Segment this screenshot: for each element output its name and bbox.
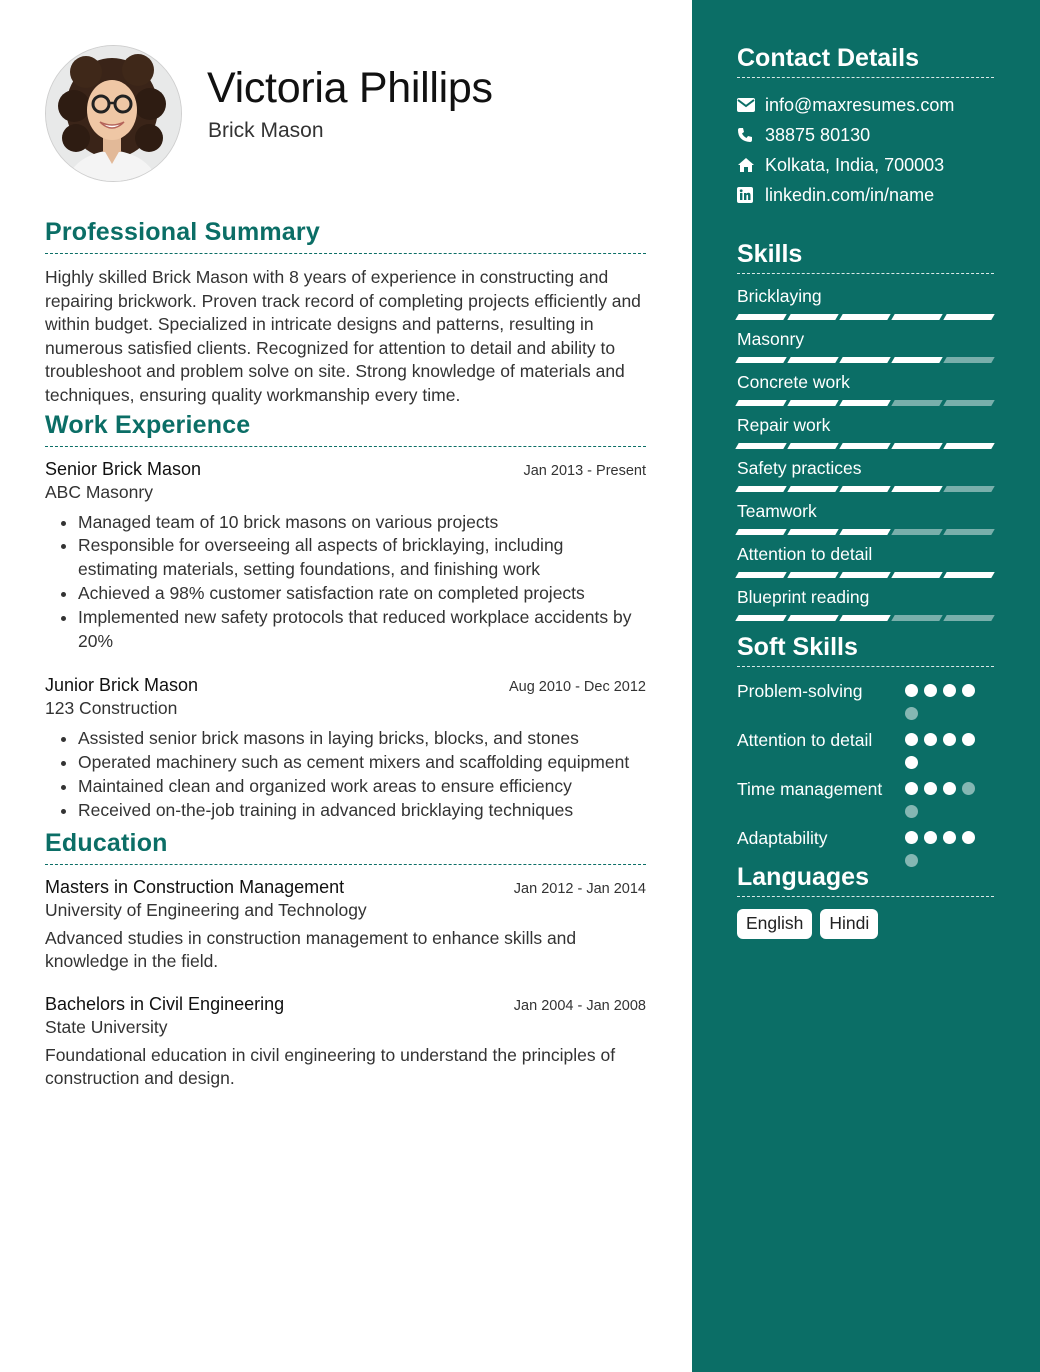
rating-dot — [905, 805, 918, 818]
rating-dot — [905, 733, 918, 746]
school-name: University of Engineering and Technology — [45, 899, 367, 920]
contact-linkedin[interactable] — [737, 180, 994, 210]
candidate-name: Victoria Phillips — [207, 64, 493, 112]
skill-level-segment — [943, 357, 994, 363]
soft-skill-rating — [905, 728, 985, 769]
job-date: Jan 2013 - Present — [523, 462, 646, 479]
skill-level-segment — [735, 314, 786, 320]
rating-dot — [962, 782, 975, 795]
skill-level-segment — [839, 529, 890, 535]
rating-dot — [905, 854, 918, 867]
main-content — [45, 218, 646, 1105]
rating-dot — [924, 684, 937, 697]
skill-level-segment — [891, 443, 942, 449]
education-entry — [45, 994, 646, 1091]
skill-name: Blueprint reading — [737, 587, 870, 607]
skill-level-segment — [787, 357, 838, 363]
skill-level-segment — [943, 486, 994, 492]
rating-dot — [943, 684, 956, 697]
skill-name: Repair work — [737, 415, 831, 435]
address-text: Kolkata, India, 700003 — [765, 154, 945, 175]
skill-level-segment — [891, 486, 942, 492]
contact-heading: Contact Details — [737, 44, 994, 78]
job-title: Brick Mason — [208, 119, 324, 142]
job-bullet: • Operated machinery such as cement mixers and scaffolding equipment — [78, 751, 646, 775]
rating-dot — [905, 756, 918, 769]
contact-phone[interactable] — [737, 120, 994, 150]
summary-text: Highly skilled Brick Mason with 8 years of experience in constructing and repairing brickwork. Proven track record of completing projects efficiently and within budget. Specialized in intricate designs and patterns, resulting in numerous satisfied clients. Recognized for attention to detail and ability to troubleshoot and problem solve on site. Strong knowledge of materials and techniques, ensuring quality workmanship every time. — [45, 267, 641, 405]
soft-skill-item — [737, 777, 994, 818]
rating-dot — [962, 733, 975, 746]
skill-level-segment — [735, 400, 786, 406]
skill-level-bar — [737, 486, 994, 492]
skill-level-segment — [839, 486, 890, 492]
skill-name: Masonry — [737, 329, 805, 349]
job-bullet: • Achieved a 98% customer satisfaction rate on completed projects — [78, 582, 646, 606]
skill-level-bar — [737, 357, 994, 363]
skill-level-segment — [839, 443, 890, 449]
linkedin-icon — [737, 187, 765, 203]
skill-level-segment — [787, 529, 838, 535]
skill-name: Attention to detail — [737, 544, 873, 564]
skill-level-segment — [839, 357, 890, 363]
summary-heading: Professional Summary — [45, 218, 646, 254]
skill-level-segment — [787, 615, 838, 621]
job-bullets — [45, 511, 646, 654]
skill-level-segment — [839, 572, 890, 578]
skill-level-segment — [891, 314, 942, 320]
soft-skill-item — [737, 679, 994, 720]
contact-address — [737, 150, 994, 180]
skill-level-segment — [943, 400, 994, 406]
linkedin-text: linkedin.com/in/name — [765, 184, 935, 205]
soft-skill-rating — [905, 679, 985, 720]
skill-item — [737, 501, 994, 535]
rating-dot — [943, 782, 956, 795]
soft-skill-item — [737, 826, 994, 867]
education-date: Jan 2012 - Jan 2014 — [513, 880, 646, 897]
education-description: Advanced studies in construction management to enhance skills and knowledge in the field. — [45, 927, 577, 972]
skill-level-segment — [839, 400, 890, 406]
soft-skill-rating — [905, 826, 985, 867]
skill-name: Concrete work — [737, 372, 850, 392]
skill-item — [737, 544, 994, 578]
skill-item — [737, 415, 994, 449]
soft-skills-list — [737, 679, 994, 867]
skill-level-segment — [787, 400, 838, 406]
rating-dot — [905, 782, 918, 795]
rating-dot — [924, 831, 937, 844]
skill-level-segment — [891, 572, 942, 578]
rating-dot — [924, 782, 937, 795]
skill-item — [737, 286, 994, 320]
job-role: Junior Brick Mason — [45, 675, 199, 696]
skill-level-segment — [787, 314, 838, 320]
job-date: Aug 2010 - Dec 2012 — [508, 679, 646, 696]
skill-level-segment — [891, 615, 942, 621]
degree-name: Bachelors in Civil Engineering — [45, 993, 285, 1014]
skill-level-segment — [735, 486, 786, 492]
soft-skill-name: Attention to detail — [737, 730, 873, 750]
phone-text: 38875 80130 — [765, 124, 871, 145]
sidebar — [692, 0, 1040, 1372]
experience-heading: Work Experience — [45, 411, 646, 447]
skill-level-segment — [735, 615, 786, 621]
job-company: ABC Masonry — [45, 481, 153, 502]
skill-level-segment — [787, 486, 838, 492]
contact-email[interactable] — [737, 90, 994, 120]
home-icon — [737, 157, 765, 173]
skill-name: Teamwork — [737, 501, 817, 521]
skill-level-segment — [943, 314, 994, 320]
language-badge: Hindi — [820, 909, 878, 939]
soft-skill-rating — [905, 777, 985, 818]
skill-level-segment — [735, 572, 786, 578]
rating-dot — [943, 831, 956, 844]
email-text: info@maxresumes.com — [765, 94, 955, 115]
skill-name: Bricklaying — [737, 286, 822, 306]
education-date: Jan 2004 - Jan 2008 — [513, 997, 646, 1014]
skill-level-bar — [737, 615, 994, 621]
soft-skill-name: Time management — [737, 779, 883, 799]
job-entry — [45, 459, 646, 654]
soft-skill-item — [737, 728, 994, 769]
skills-list — [737, 286, 994, 621]
skill-level-segment — [891, 529, 942, 535]
skill-level-segment — [735, 357, 786, 363]
job-role: Senior Brick Mason — [45, 458, 202, 479]
profile-photo — [45, 45, 182, 182]
job-bullet: • Implemented new safety protocols that reduced workplace accidents by 20% — [78, 606, 646, 654]
skill-level-bar — [737, 572, 994, 578]
rating-dot — [962, 831, 975, 844]
skill-item — [737, 372, 994, 406]
skill-level-bar — [737, 443, 994, 449]
job-bullets — [45, 727, 646, 822]
soft-skills-heading: Soft Skills — [737, 633, 994, 667]
job-bullet: • Received on-the-job training in advanced bricklaying techniques — [78, 799, 646, 823]
job-bullet: • Maintained clean and organized work areas to ensure efficiency — [78, 775, 646, 799]
phone-icon — [737, 127, 765, 143]
skill-level-segment — [735, 443, 786, 449]
languages-list — [737, 909, 994, 939]
skill-level-segment — [943, 572, 994, 578]
rating-dot — [905, 831, 918, 844]
skill-level-bar — [737, 314, 994, 320]
education-heading: Education — [45, 829, 646, 865]
skill-level-segment — [839, 314, 890, 320]
rating-dot — [962, 684, 975, 697]
job-bullet: • Assisted senior brick masons in laying bricks, blocks, and stones — [78, 727, 646, 751]
school-name: State University — [45, 1016, 168, 1037]
education-description: Foundational education in civil engineering to understand the principles of construction and design. — [45, 1044, 616, 1089]
job-entry — [45, 675, 646, 822]
skill-level-segment — [839, 615, 890, 621]
rating-dot — [924, 733, 937, 746]
languages-heading: Languages — [737, 863, 994, 897]
degree-name: Masters in Construction Management — [45, 876, 345, 897]
skill-level-segment — [891, 357, 942, 363]
skill-level-bar — [737, 529, 994, 535]
education-entry — [45, 877, 646, 974]
skill-item — [737, 587, 994, 621]
skill-item — [737, 458, 994, 492]
skill-level-segment — [735, 529, 786, 535]
skills-heading: Skills — [737, 240, 994, 274]
skill-level-segment — [943, 443, 994, 449]
skill-level-segment — [943, 615, 994, 621]
soft-skill-name: Adaptability — [737, 828, 828, 848]
envelope-icon — [737, 98, 765, 112]
skill-level-segment — [891, 400, 942, 406]
job-bullet: • Managed team of 10 brick masons on various projects — [78, 511, 646, 535]
job-company: 123 Construction — [45, 698, 178, 719]
skill-level-bar — [737, 400, 994, 406]
soft-skill-name: Problem-solving — [737, 681, 863, 701]
language-badge: English — [737, 909, 812, 939]
skill-name: Safety practices — [737, 458, 862, 478]
skill-level-segment — [787, 572, 838, 578]
skill-item — [737, 329, 994, 363]
job-bullet: • Responsible for overseeing all aspects of bricklaying, including estimating materials, setting foundations, and finishing work — [78, 534, 646, 582]
rating-dot — [905, 684, 918, 697]
rating-dot — [943, 733, 956, 746]
skill-level-segment — [787, 443, 838, 449]
skill-level-segment — [943, 529, 994, 535]
rating-dot — [905, 707, 918, 720]
